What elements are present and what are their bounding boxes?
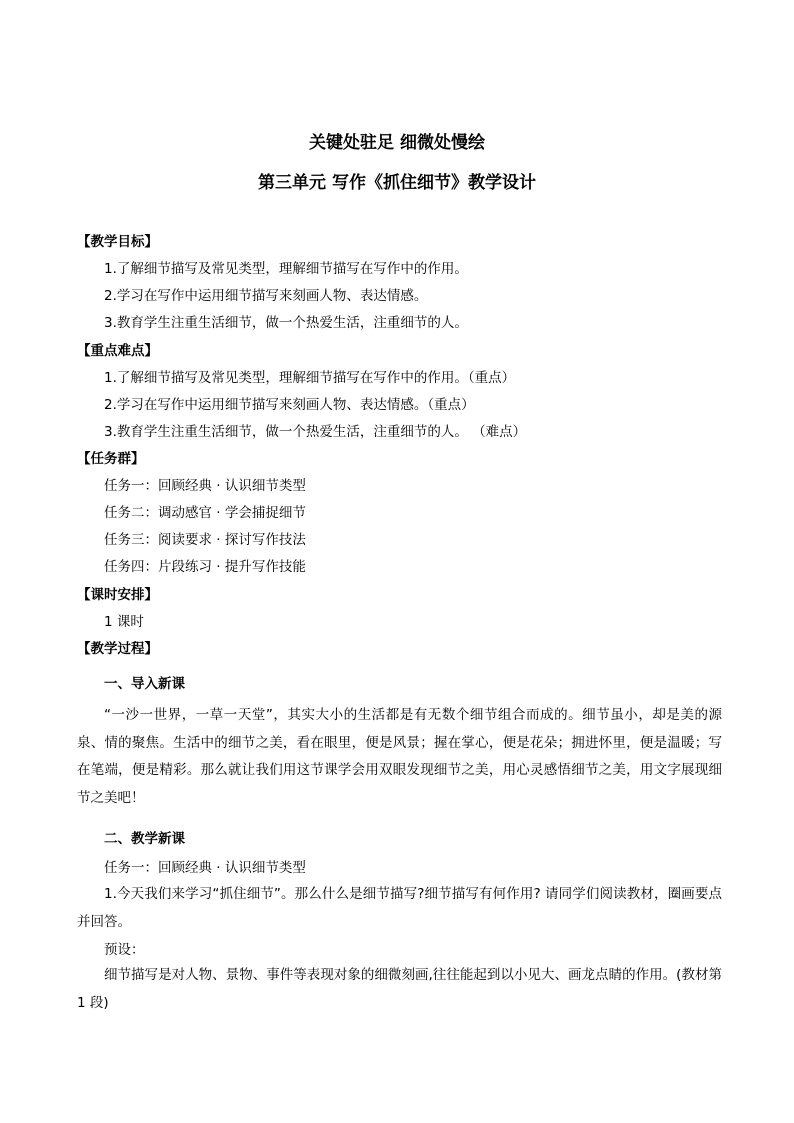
preset-label: 预设：	[104, 942, 145, 958]
key-point-item-1: 1.了解细节描写及常见类型，理解细节描写在写作中的作用。（重点）	[104, 370, 516, 386]
question1-paragraph: 1.今天我们来学习“抓住细节”。那么什么是细节描写?细节描写有何作用? 请同学们阅读教材，圈画要点并回答。	[77, 886, 722, 930]
task1-title: 任务一：回顾经典 · 认识细节类型	[104, 860, 306, 876]
answer-paragraph: 细节描写是对人物、景物、事件等表现对象的细微刻画,往往能起到以小见大、画龙点睛的作用。(教材第 1 段)	[77, 967, 722, 1011]
key-points-heading: 【重点难点】	[77, 343, 158, 359]
document-title: 关键处驻足 细微处慢绘	[309, 133, 485, 153]
section1-title: 一、导入新课	[104, 676, 185, 692]
schedule-value: 1 课时	[104, 614, 144, 630]
section1-paragraph: “一沙一世界，一草一天堂”，其实大小的生活都是有无数个细节组合而成的。细节虽小，却是美的源泉、情的聚焦。生活中的细节之美，看在眼里，便是风景；握在掌心，便是花朵；拥进怀里，便是温暖；写在笔端，便是精彩。那么就让我们用这节课学会用双眼发现细节之美，用心灵感悟细节之美，用文字展现细节之美吧！	[77, 707, 722, 806]
section2-title: 二、教学新课	[104, 831, 185, 847]
tasks-heading: 【任务群】	[77, 451, 145, 467]
process-heading: 【教学过程】	[77, 641, 158, 657]
key-point-item-2: 2.学习在写作中运用细节描写来刻画人物、表达情感。（重点）	[104, 397, 475, 413]
goal-item-2: 2.学习在写作中运用细节描写来刻画人物、表达情感。	[104, 288, 428, 304]
task-item-1: 任务一：回顾经典 · 认识细节类型	[104, 478, 306, 494]
document-subtitle: 第三单元 写作《抓住细节》教学设计	[258, 173, 536, 193]
goal-item-1: 1.了解细节描写及常见类型，理解细节描写在写作中的作用。	[104, 261, 468, 277]
key-point-item-3: 3.教育学生注重生活细节，做一个热爱生活，注重细节的人。 （难点）	[104, 424, 527, 440]
schedule-heading: 【课时安排】	[77, 587, 158, 603]
goals-heading: 【教学目标】	[77, 234, 158, 250]
task-item-4: 任务四：片段练习 · 提升写作技能	[104, 559, 306, 575]
goal-item-3: 3.教育学生注重生活细节，做一个热爱生活，注重细节的人。	[104, 315, 468, 331]
task-item-3: 任务三：阅读要求 · 探讨写作技法	[104, 532, 306, 548]
task-item-2: 任务二：调动感官 · 学会捕捉细节	[104, 505, 306, 521]
